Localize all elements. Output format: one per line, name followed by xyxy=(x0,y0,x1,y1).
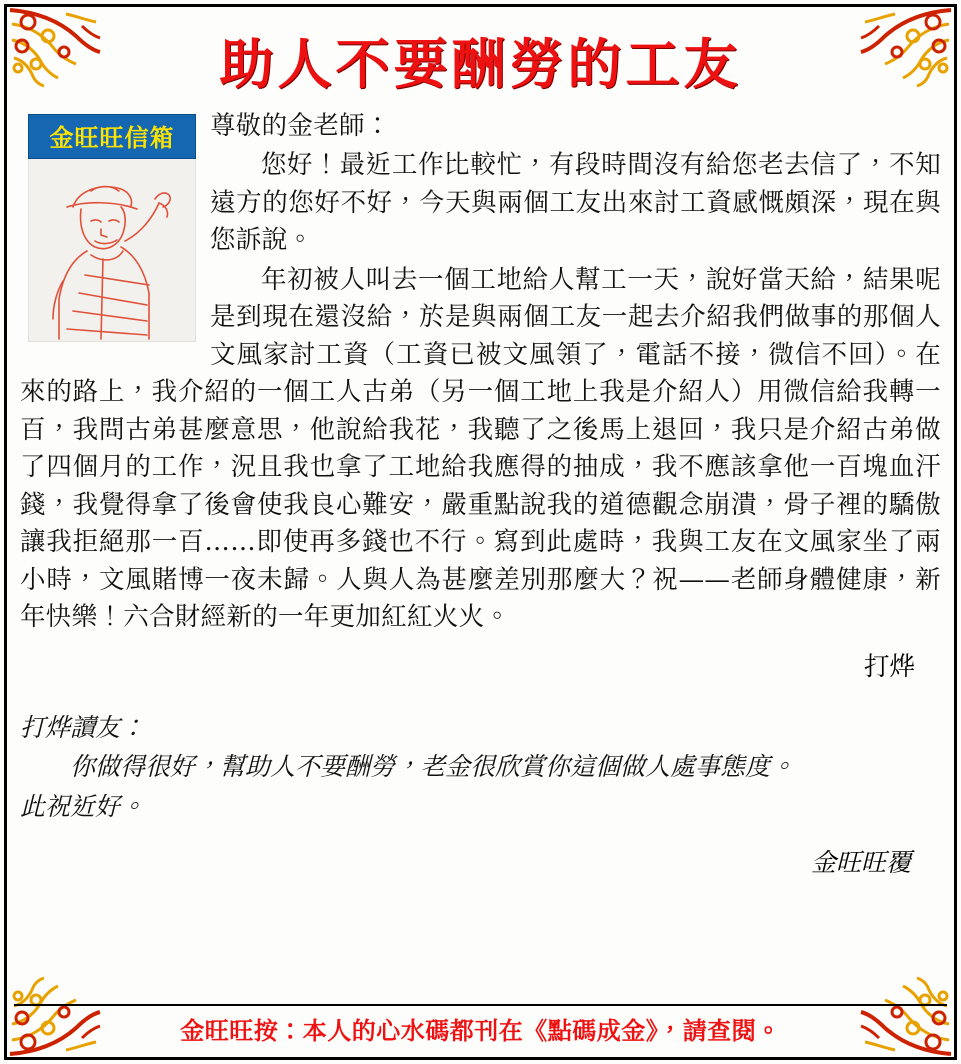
letter-paragraph: 年初被人叫去一個工地給人幫工一天，說好當天給，結果呢是到現在還沒給，於是與兩個工友一起去介紹我們做事的那個人文風家討工資（工資已被文風領了，電話不接，微信不回）。在來的路上，我介紹的一個工人古弟（另一個工地上我是介紹人）用微信給我轉一百，我問古弟甚麼意思，他說給我花，我聽了之後馬上退回，我只是介紹古弟做了四個月的工作，況且我也拿了工地給我應得的抽成，我不應該拿他一百塊血汗錢，我覺得拿了後會使我良心難安，嚴重點說我的道德觀念崩潰，骨子裡的驕傲讓我拒絕那一百……即使再多錢也不行。寫到此處時，我與工友在文風家坐了兩小時，文風賭博一夜未歸。人與人為甚麼差別那麼大？祝——老師身體健康，新年快樂！六合財經新的一年更加紅紅火火。 xyxy=(20,264,941,633)
article-body xyxy=(20,108,941,994)
page-title: 助人不要酬勞的工友 xyxy=(219,32,742,96)
letter-paragraph: 您好！最近工作比較忙，有段時間沒有給您老去信了，不知遠方的您好不好，今天與兩個工友出來討工資感慨頗深，現在與您訴說。 xyxy=(210,150,941,256)
reply-paragraph: 你做得很好，幫助人不要酬勞，老金很欣賞你這個做人處事態度。 xyxy=(70,752,796,782)
mailbox-banner-label: 金旺旺信箱 xyxy=(28,114,196,159)
reply-signature: 金旺旺覆 xyxy=(810,848,911,878)
columnist-reply xyxy=(20,709,941,826)
letter-salutation: 尊敬的金老師： xyxy=(210,111,391,141)
mailbox-block xyxy=(28,114,196,342)
reply-paragraph: 此祝近好。 xyxy=(20,791,146,821)
reply-salutation: 打烨讀友： xyxy=(20,712,146,742)
columnist-portrait xyxy=(28,159,196,342)
footer-divider xyxy=(14,1004,947,1006)
letter-signature: 打烨 xyxy=(863,651,915,682)
footer-note: 金旺旺按：本人的心水碼都刊在《點碼成金》，請查閱。 xyxy=(180,1016,781,1045)
